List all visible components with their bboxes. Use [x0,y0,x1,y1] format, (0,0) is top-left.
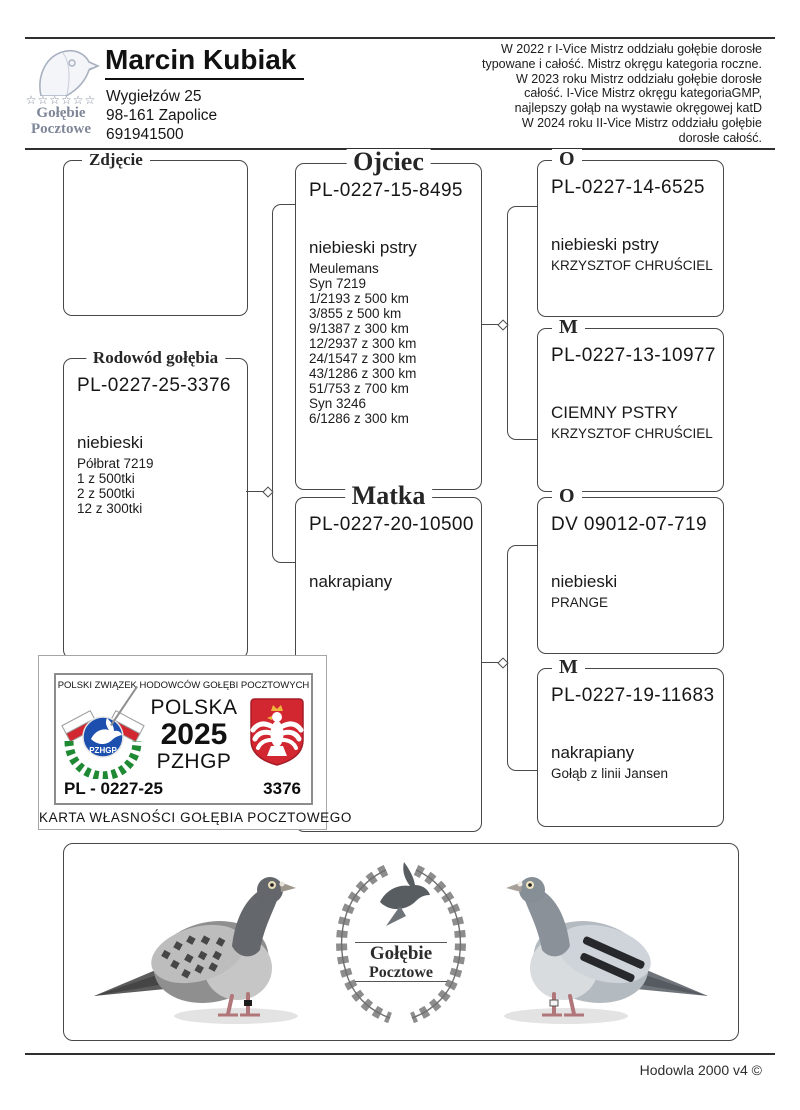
father-mother-label: M [552,317,585,337]
bird-box-label: Rodowód gołębia [86,349,225,366]
mother-ring-number: PL-0227-20-10500 [309,514,474,535]
header-top-rule [25,37,775,39]
note-line: Syn 3246 [309,396,367,411]
right-pigeon-image [481,854,716,1029]
pzhgp-sticker [54,673,313,805]
achievement-line: najlepszy gołąb na wystawie okręgowej katD [514,101,762,116]
connector-parents-bracket [272,204,295,563]
owner-phone: 691941500 [106,126,184,143]
wreath-text [316,942,486,982]
mother-mother-label: M [552,657,585,677]
mother-father-label: O [552,486,582,506]
achievement-line: W 2022 r I-Vice Mistrz oddziału gołębie dorosłe [500,42,762,56]
connector-mother-parents-bracket [507,545,537,771]
father-father-notes [551,258,723,273]
owner-city: 98-161 Zapolice [106,107,218,124]
mother-mother-color: nakrapiany [551,743,635,762]
bird-color: niebieski [77,433,144,452]
note-line: 12/2937 z 300 km [309,336,417,351]
note-line: 2 z 500tki [77,486,135,501]
note-line: 12 z 300tki [77,501,143,516]
father-color: niebieski pstry [309,238,417,257]
pzhgp-emblem-icon [61,697,145,779]
card-country: POLSKA [150,696,238,719]
ownership-card [38,655,352,830]
wreath-emblem [316,854,486,1030]
photo-box-label: Zdjęcie [82,151,150,168]
card-center-text [141,696,247,774]
note-line: 9/1387 z 300 km [309,321,409,336]
pigeon-head-logo-icon [32,46,100,96]
achievement-line: typowane i całość. Mistrz okręgu kategoria roczne. [482,56,762,71]
achievement-line: W 2023 roku Mistrz oddziału gołębie dorosłe [516,71,762,86]
mother-color: nakrapiany [309,572,393,591]
mother-mother-ring-number: PL-0227-19-11683 [551,685,715,706]
note-line: Półbrat 7219 [77,456,154,471]
father-father-color: niebieski pstry [551,235,659,254]
note-line: 24/1547 z 300 km [309,351,417,366]
logo-text-golebie: Gołębie [36,105,86,121]
photo-box [63,150,248,316]
achievement-line: W 2024 roku II-Vice Mistrz oddziału gołębie [521,115,762,130]
note-line: PRANGE [551,595,609,610]
poland-eagle-icon [248,696,306,768]
wreath-title: Gołębie [369,943,433,964]
father-mother-color: CIEMNY PSTRY [551,403,678,422]
logo-stars: ☆☆☆☆☆☆ [25,93,97,107]
note-line: KRZYSZTOF CHRUŚCIEL [551,426,713,441]
father-notes [309,261,481,426]
mother-father-notes [551,595,723,610]
mother-box-label: Matka [345,483,433,509]
card-org: PZHGP [156,750,232,773]
note-line: 1/2193 z 500 km [309,291,409,306]
father-father-label: O [552,149,582,169]
wreath-divider-bottom [355,981,447,982]
father-mother-ring-number: PL-0227-13-10977 [551,345,716,366]
owner-street: Wygiełzów 25 [106,88,202,105]
father-mother-notes [551,426,723,441]
achievement-line: dorosłe całość. [678,130,762,145]
connector-father-parents-bracket [507,206,537,440]
mother-father-color: niebieski [551,572,618,591]
bird-ring-number: PL-0227-25-3376 [77,375,231,396]
footer-rule [25,1053,775,1055]
note-line: KRZYSZTOF CHRUŚCIEL [551,258,713,273]
note-line: Meulemans [309,261,379,276]
note-line: Gołąb z linii Jansen [551,766,669,781]
father-father-box [537,148,724,317]
birds-panel [63,843,739,1041]
software-credit: Hodowla 2000 v4 © [639,1062,762,1078]
owner-name: Marcin Kubiak [105,44,304,80]
mother-father-ring-number: DV 09012-07-719 [551,514,707,535]
father-father-ring-number: PL-0227-14-6525 [551,177,705,198]
emblem-text: PZHGP [89,746,117,755]
father-ring-number: PL-0227-15-8495 [309,180,463,201]
card-caption: KARTA WŁASNOŚCI GOŁĘBIA POCZTOWEGO [39,810,352,825]
mother-mother-box [537,656,724,827]
left-pigeon-image [86,854,321,1029]
achievements-text [382,42,762,146]
logo-text-pocztowe: Pocztowe [31,121,91,137]
note-line: 51/753 z 700 km [309,381,409,396]
bird-notes [77,456,247,516]
father-box-label: Ojciec [346,149,431,175]
father-box [295,147,482,490]
note-line: Syn 7219 [309,276,367,291]
federation-name: POLSKI ZWIĄZEK HODOWCÓW GOŁĘBI POCZTOWYCH [57,680,310,691]
card-ring-prefix: PL - 0227-25 [64,779,163,798]
card-year: 2025 [160,718,228,751]
father-mother-box [537,316,724,492]
note-line: 43/1286 z 300 km [309,366,417,381]
note-line: 1 z 500tki [77,471,135,486]
note-line: 6/1286 z 300 km [309,411,409,426]
mother-father-box [537,485,724,654]
mother-mother-notes [551,766,723,781]
wreath-subtitle: Pocztowe [369,964,433,981]
bird-box [63,348,248,659]
owner-address [106,87,217,144]
note-line: 3/855 z 500 km [309,306,402,321]
card-ring-number: 3376 [263,779,301,798]
achievement-line: całość. I-Vice Mistrz okręgu kategoriaGMP, [524,86,762,101]
